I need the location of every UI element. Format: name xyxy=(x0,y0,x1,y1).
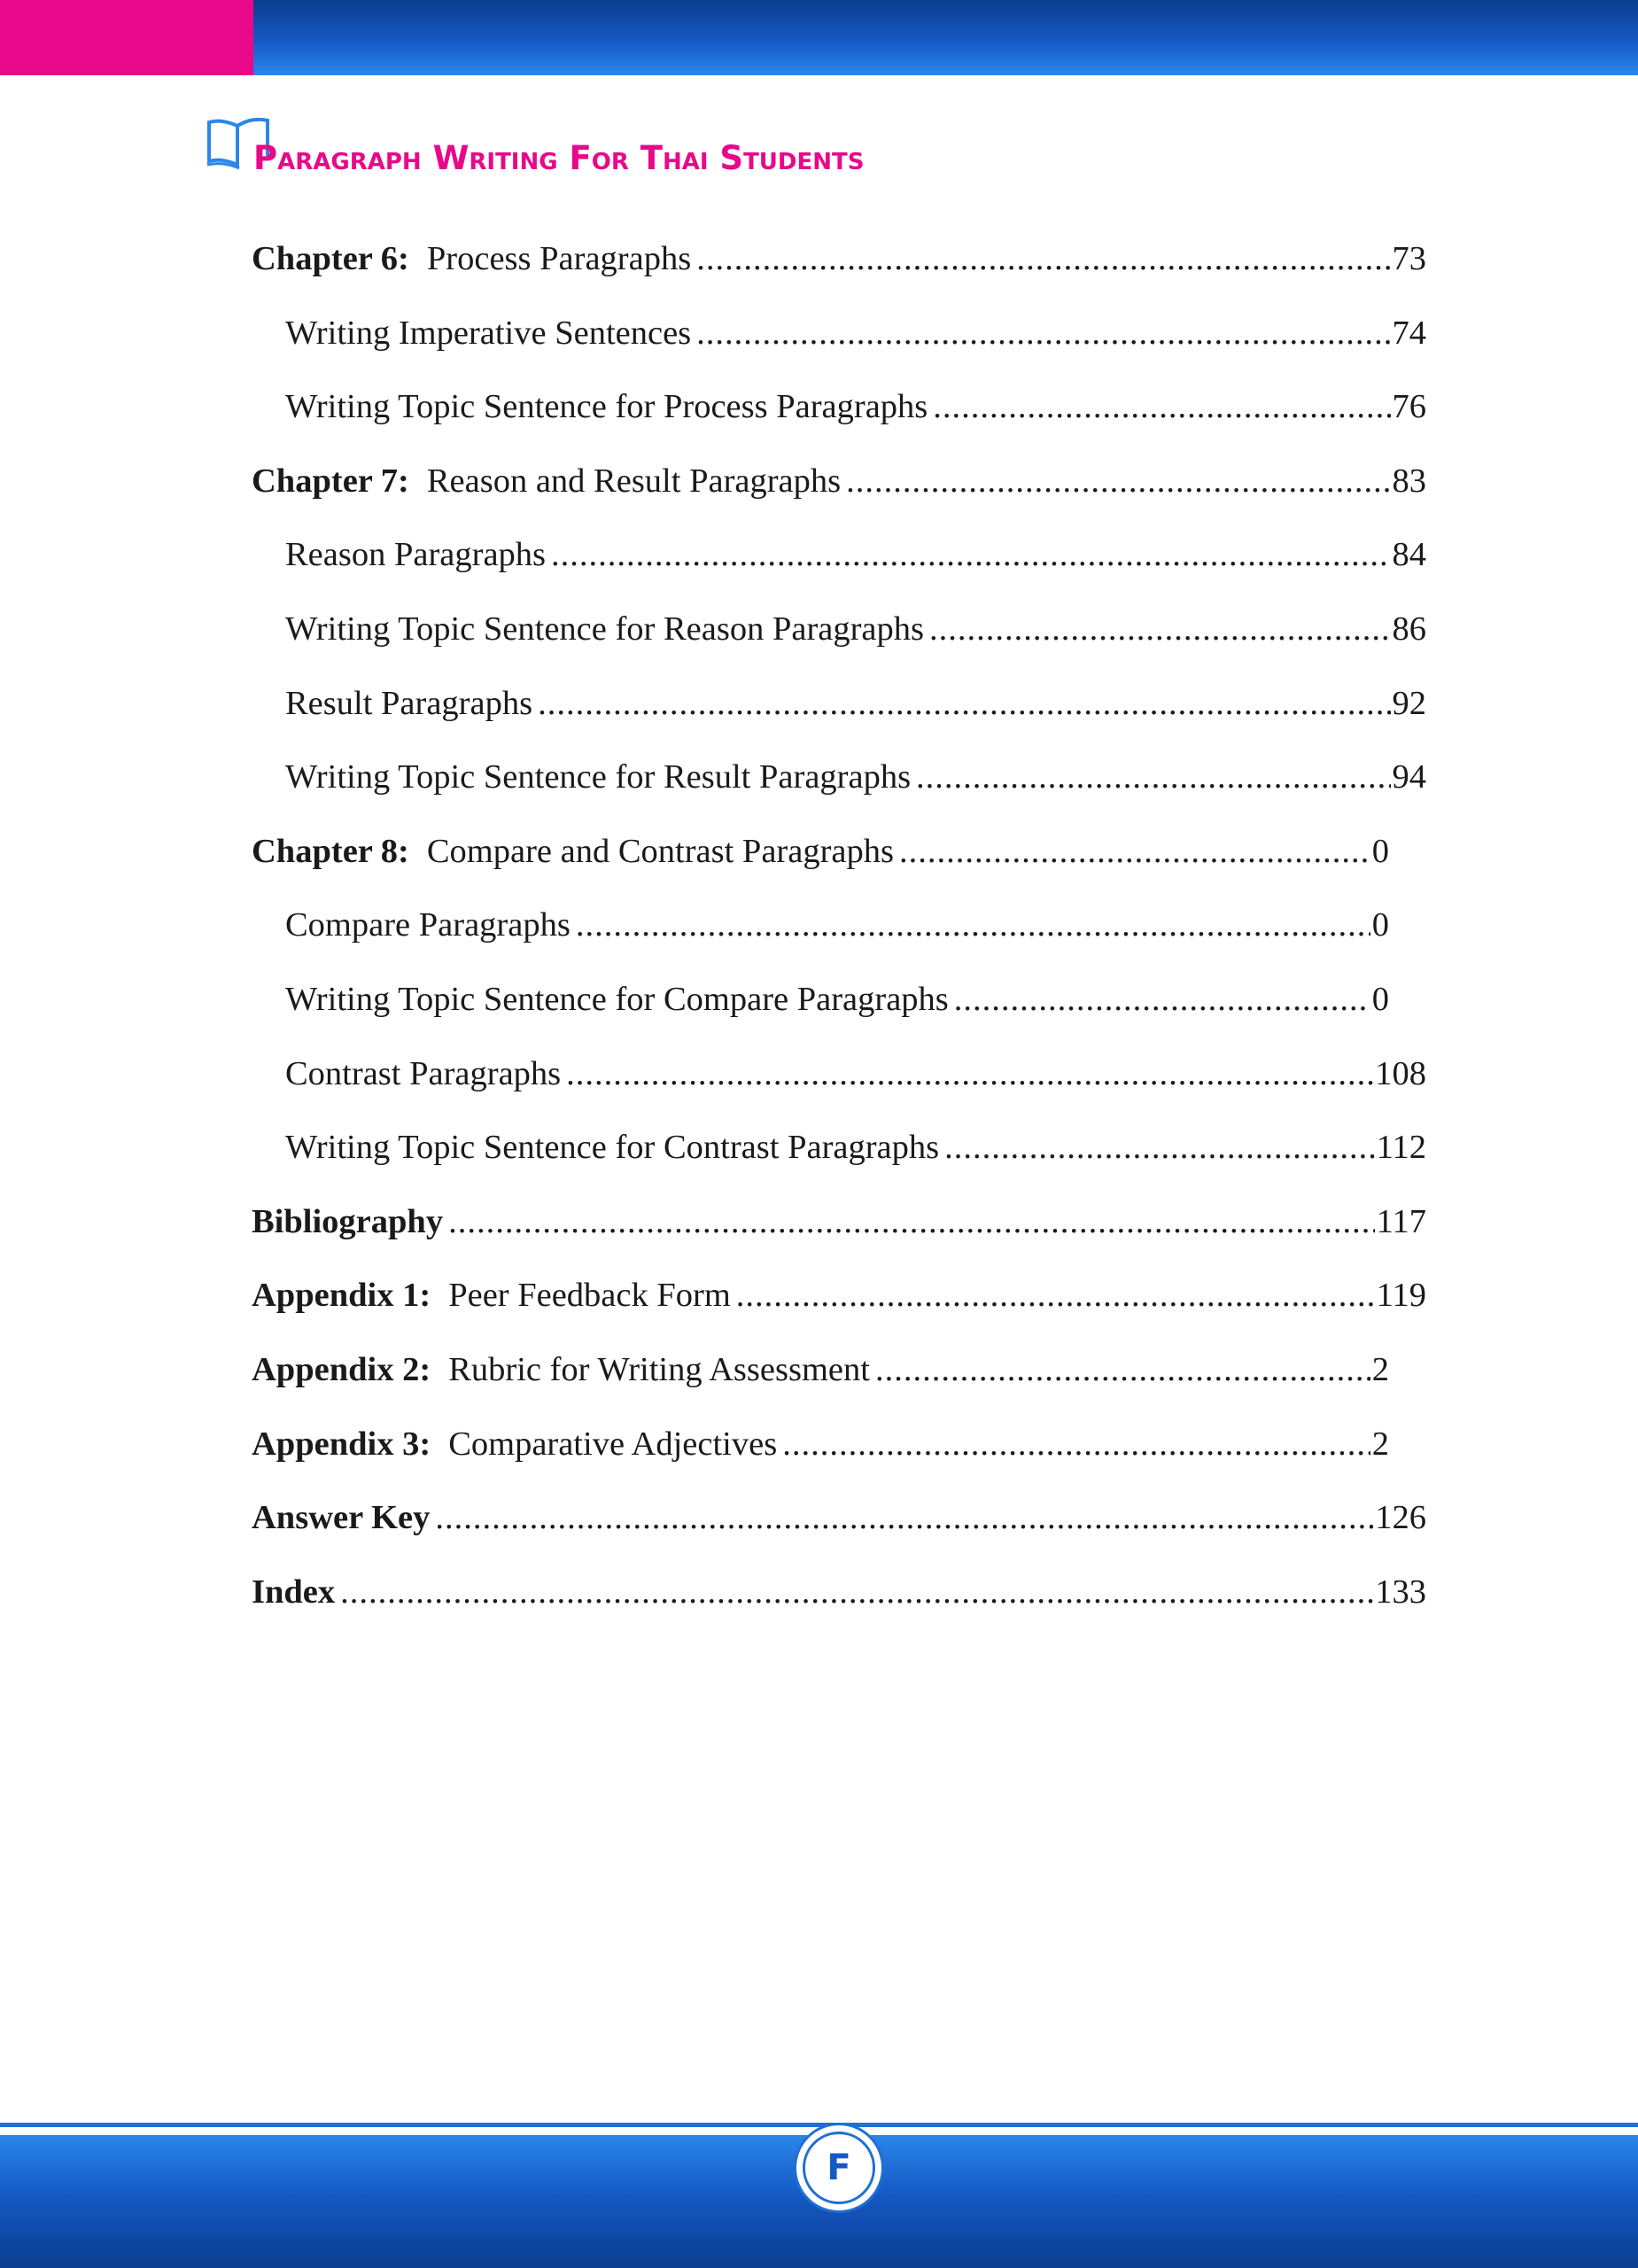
toc-entry-page: 86 xyxy=(1392,610,1426,648)
toc-entry[interactable] xyxy=(285,610,1426,663)
toc-entry-page: 74 xyxy=(1392,314,1426,352)
toc-entry[interactable] xyxy=(252,1498,1426,1551)
toc-entry-title: Writing Topic Sentence for Contrast Paragraphs xyxy=(285,1129,940,1167)
toc-entry-title: Compare and Contrast Paragraphs xyxy=(426,832,894,870)
top-pink-block xyxy=(0,0,253,75)
dot-leader xyxy=(954,980,1370,1019)
toc-entry-title: Reason Paragraphs xyxy=(285,536,547,574)
toc-entry-title: Rubric for Writing Assessment xyxy=(448,1351,870,1388)
toc-entry-title: Writing Imperative Sentences xyxy=(285,314,692,352)
toc-entry-page: 73 xyxy=(1392,240,1426,277)
toc-entry[interactable] xyxy=(285,905,1426,959)
dot-leader xyxy=(435,1498,1373,1537)
toc-entry-heading: Answer Key xyxy=(252,1499,431,1537)
toc-entry-heading: Index xyxy=(252,1573,336,1611)
toc-entry-title: Result Paragraphs xyxy=(285,684,533,722)
toc-entry-title: Writing Topic Sentence for Result Paragraphs xyxy=(285,758,912,796)
header-title: Paragraph Writing For Thai Students xyxy=(253,139,865,177)
page-number-badge xyxy=(794,2123,884,2213)
toc-entry-heading: Appendix 3: xyxy=(252,1425,431,1463)
dot-leader xyxy=(576,905,1370,944)
toc-entry[interactable] xyxy=(252,1425,1426,1478)
running-header xyxy=(204,115,1001,177)
dot-leader xyxy=(875,1350,1370,1389)
toc-entry-page: 119 xyxy=(1376,1277,1426,1315)
toc-entry[interactable] xyxy=(285,757,1426,811)
toc-entry[interactable] xyxy=(252,239,1426,292)
dot-leader xyxy=(929,610,1391,649)
toc-entry-page: 117 xyxy=(1376,1202,1426,1240)
toc-entry-heading: Bibliography xyxy=(252,1202,444,1240)
toc-entry-page: 94 xyxy=(1392,758,1426,796)
dot-leader xyxy=(782,1425,1370,1464)
toc-entry-page: 2 xyxy=(1371,1351,1389,1388)
toc-entry[interactable] xyxy=(252,1276,1426,1329)
toc-entry-heading: Appendix 1: xyxy=(252,1277,431,1315)
dot-leader xyxy=(696,314,1390,353)
top-band xyxy=(0,0,1638,75)
dot-leader xyxy=(933,387,1390,426)
dot-leader xyxy=(736,1276,1375,1315)
dot-leader xyxy=(551,535,1390,574)
toc-entry-title: Writing Topic Sentence for Process Paragraphs xyxy=(285,388,928,426)
dot-leader xyxy=(899,832,1370,871)
toc-entry-page: 108 xyxy=(1375,1054,1426,1092)
toc-entry-page: 0 xyxy=(1371,906,1389,944)
footer xyxy=(0,2123,1638,2268)
toc-entry-title: Writing Topic Sentence for Compare Paragraphs xyxy=(285,981,949,1018)
dot-leader xyxy=(696,239,1390,278)
toc-entry[interactable] xyxy=(252,462,1426,515)
toc-entry-title: Comparative Adjectives xyxy=(448,1425,778,1463)
toc-entry[interactable] xyxy=(252,832,1426,885)
dot-leader xyxy=(448,1202,1375,1241)
toc-entry-page: 126 xyxy=(1375,1499,1426,1537)
toc-entry-page: 0 xyxy=(1371,981,1389,1018)
toc-entry-page: 92 xyxy=(1392,684,1426,722)
toc-entry-page: 84 xyxy=(1392,536,1426,574)
toc-entry-title: Compare Paragraphs xyxy=(285,906,571,944)
toc-entry-title: Process Paragraphs xyxy=(426,240,692,277)
toc-entry[interactable] xyxy=(285,1054,1426,1107)
toc-entry[interactable] xyxy=(285,684,1426,737)
dot-leader xyxy=(916,757,1390,796)
dot-leader xyxy=(566,1054,1373,1093)
dot-leader xyxy=(944,1128,1375,1167)
toc-entry-title: Peer Feedback Form xyxy=(448,1277,731,1315)
toc-entry-title: Writing Topic Sentence for Reason Paragraphs xyxy=(285,610,924,648)
toc-entry[interactable] xyxy=(285,1128,1426,1181)
toc-entry-page: 0 xyxy=(1371,832,1389,870)
toc-entry-page: 83 xyxy=(1392,462,1426,500)
toc-entry-page: 133 xyxy=(1375,1573,1426,1611)
toc-entry[interactable] xyxy=(285,980,1426,1033)
toc-entry-heading: Appendix 2: xyxy=(252,1351,431,1388)
top-blue-bar xyxy=(253,0,1638,75)
toc-entry[interactable] xyxy=(252,1202,1426,1255)
toc-entry[interactable] xyxy=(285,535,1426,588)
toc-entry-title: Reason and Result Paragraphs xyxy=(426,462,842,500)
toc-entry-page: 2 xyxy=(1371,1425,1389,1463)
toc-entry-page: 76 xyxy=(1392,388,1426,426)
page-number: F xyxy=(803,2132,875,2204)
toc-entry-title: Contrast Paragraphs xyxy=(285,1054,562,1092)
toc-entry[interactable] xyxy=(252,1573,1426,1626)
toc-entry-heading: Chapter 7: xyxy=(252,462,409,500)
toc-entry-heading: Chapter 6: xyxy=(252,240,409,277)
dot-leader xyxy=(538,684,1390,723)
dot-leader xyxy=(846,462,1390,501)
toc-entry[interactable] xyxy=(285,387,1426,440)
dot-leader xyxy=(340,1573,1373,1612)
toc-entry[interactable] xyxy=(252,1350,1426,1403)
toc-entry-page: 112 xyxy=(1376,1129,1426,1167)
toc-entry[interactable] xyxy=(285,314,1426,367)
toc-entry-heading: Chapter 8: xyxy=(252,832,409,870)
